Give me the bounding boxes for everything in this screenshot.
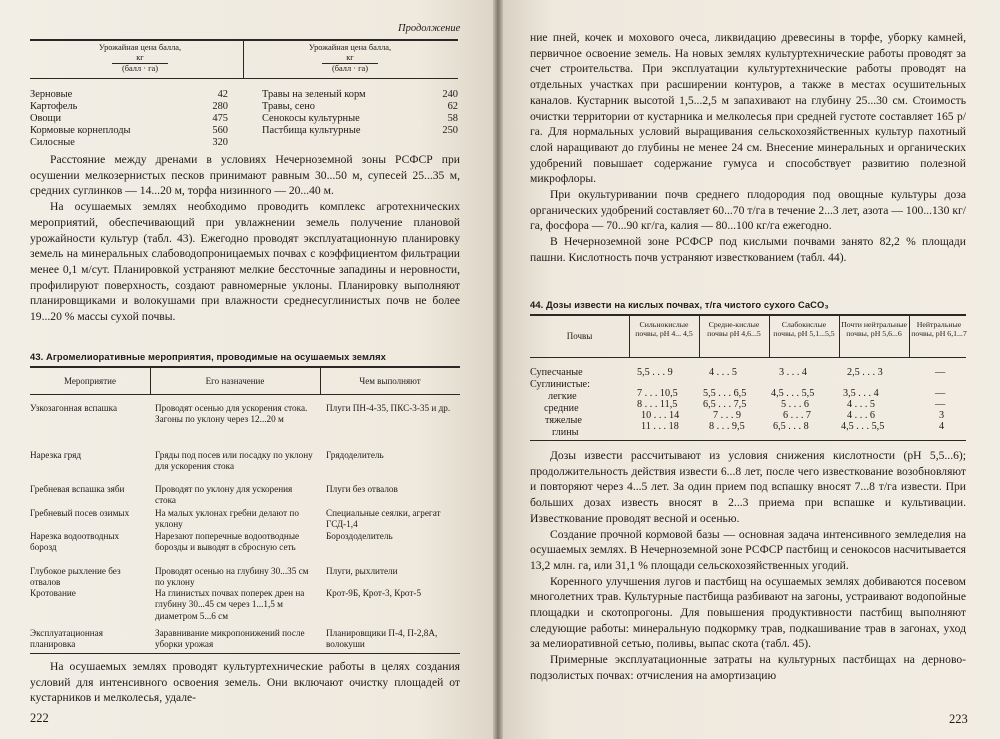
table-cell: 280	[212, 101, 228, 112]
table-cell: 7 . . . 10,5	[637, 388, 678, 399]
table-44-caption: 44. Дозы извести на кислых почвах, т/га чистого сухого CaCO₃	[530, 299, 829, 310]
table-cell: 62	[447, 101, 458, 112]
table-cell: 5 . . . 6	[781, 399, 810, 410]
table-cell: 5,5 . . . 9	[637, 367, 673, 378]
price-header-left-unit-top: кг	[136, 53, 144, 62]
table-cell: 58	[447, 113, 458, 124]
paragraph: Дозы извести рассчитывают из условия снижения кислотности (pH 5,5...6); продолжительность действия извести 6...8 лет, после чего известкование возобновляют и повторяют через 4...5 лет. За один прием под вспашку вносят 7...8 т/га извести. При больших дозах известь вносят в 2...3 приема при вспашке и культивации. Известкование проводят весной и осенью.	[530, 449, 966, 525]
table-cell: 475	[212, 113, 228, 124]
table-row: Картофель	[30, 101, 78, 112]
table-43-header: Его назначение	[205, 376, 265, 386]
table-cell: 2,5 . . . 3	[847, 367, 883, 378]
table-44-col-divider	[629, 315, 630, 357]
table-cell: Грядоделитель	[326, 450, 384, 460]
left-page	[0, 0, 493, 739]
body-text-right-1	[530, 30, 966, 266]
table-cell: 4 . . . 6	[847, 410, 876, 421]
table-43-header-rule	[30, 394, 460, 395]
table-row: Зерновые	[30, 89, 73, 100]
table-cell: Узкозагонная вспашка	[30, 403, 118, 413]
price-header-right-unit-top: кг	[346, 53, 354, 62]
paragraph: Расстояние между дренами в условиях Нечерноземной зоны РСФСР при осушении мелкозернистых песков принимают равным 30...50 м, супесей 25...35 м, средних суглинков — 14...20 м, торфа низинного — 20...40 м.	[30, 153, 460, 198]
table-44-col-divider	[839, 315, 840, 357]
paragraph: ние пней, кочек и мохового очеса, ликвидацию древесины в торфе, уборку камней, первичное освоение земель. На новых землях культуртехнические работы проводят за счет строительства. При эксплуатации культуртехнические работы проводят на отдельных участках при расширении контуров, а также в местах осушительных каналов. Кустарник высотой 1,5...2,5 м запахивают на глубину 25...30 см. Стоимость очистки территории от кустарника и мелколесья при средней густоте составляет 165 р/га. Для нормальных условий выращивания сельскохозяйственных культур пахотный слой наращивают до глубины не менее 24 см. Внесение минеральных и органических удобрений повышает содержание гумуса и способствует развитию полезной микрофлоры.	[530, 31, 966, 186]
table-row: Сенокосы культурные	[262, 113, 360, 124]
table-cell: На малых уклонах гребни делают по уклону	[155, 508, 299, 530]
paragraph: Создание прочной кормовой базы — основная задача интенсивного земледелия на осушаемых землях. В Нечерноземной зоне РСФСР пастбищ и сенокосов насчитывается 13,2 млн. га, или 31,1 % площади сельскохозяйственных угодий.	[530, 527, 966, 572]
table-cell: 3	[939, 410, 945, 421]
paragraph: В Нечерноземной зоне РСФСР под кислыми почвами занято 82,2 % площади пашни. Кислотность почв устраняют известкованием (табл. 44).	[530, 235, 966, 264]
table-cell: Планировщики П-4, П-2,8А, волокуши	[326, 628, 438, 650]
header-divider	[243, 40, 244, 78]
price-header-left: Урожайная цена балла,	[98, 43, 182, 52]
table-cell: На глинистых почвах поперек дрен на глубину 30...45 см через 1...1,5 м диаметром 5...6 см	[155, 588, 305, 621]
soil-label: тяжелые	[545, 415, 582, 426]
table-row: Кормовые корнеплоды	[30, 125, 131, 136]
table-row: Пастбища культурные	[262, 125, 361, 136]
table-cell: 5,5 . . . 6,5	[703, 388, 747, 399]
table-44-header: Нейтральные почвы, pH 6,1...7	[911, 320, 967, 338]
table-cell: 320	[212, 137, 228, 148]
right-page	[503, 0, 1000, 739]
table-cell: Гребневая вспашка зяби	[30, 484, 125, 494]
table-cell: 8 . . . 11,5	[637, 399, 678, 410]
table-cell: Проводят осенью на глубину 30...35 см по уклону	[155, 566, 309, 588]
table-top-rule	[30, 39, 458, 41]
soil-label: средние	[544, 403, 579, 414]
table-cell: Плуги ПН-4-35, ПКС-3-35 и др.	[326, 403, 451, 413]
paragraph: На осушаемых землях необходимо проводить комплекс агротехнических мероприятий, обеспечивающий при увлажнении земель получение плановой урожайности культур (табл. 43). Ежегодно проводят эксплуатационную планировку земель на минеральных слабоводопроницаемых почвах с коэффициентом фильтрации менее 0,1 м/сут. Планировкой устраняют мелкие бессточные западины и неровности, профилируют поверхность, создают равномерные уклоны. Планировку выполняют планировщиками и волокушами при влажности среднесуглинистых почв не более 19...20 % массы сухой почвы.	[30, 200, 460, 324]
table-cell: 6 . . . 7	[783, 410, 812, 421]
table-44-col-divider	[909, 315, 910, 357]
table-cell: 42	[217, 89, 228, 100]
table-cell: Нарезка гряд	[30, 450, 82, 460]
price-header-right: Урожайная цена балла,	[308, 43, 392, 52]
table-43-caption: 43. Агромелиоративные мероприятия, проводимые на осушаемых землях	[30, 351, 386, 362]
table-cell: Гребневый посев озимых	[30, 508, 130, 518]
table-44-col-divider	[769, 315, 770, 357]
table-cell: 4,5 . . . 5,5	[841, 421, 885, 432]
body-text-left-2	[30, 659, 460, 706]
table-43-header: Мероприятие	[64, 376, 116, 386]
table-cell: 3,5 . . . 4	[843, 388, 879, 399]
table-cell: Эксплуатационная планировка	[30, 628, 103, 650]
table-header-rule	[30, 78, 458, 79]
table-cell: 8 . . . 9,5	[709, 421, 745, 432]
table-cell: 240	[442, 89, 458, 100]
continuation-label: Продолжение	[398, 23, 461, 34]
table-cell: Крот-9Б, Крот-3, Крот-5	[326, 588, 422, 598]
table-44-header: Средне-кислые почвы pH 4,6...5	[707, 320, 761, 338]
table-cell: Кротование	[30, 588, 76, 598]
page-number-left: 222	[30, 711, 49, 725]
price-header-left-unit-bottom: (балл · га)	[121, 64, 159, 73]
paragraph: Примерные эксплуатационные затраты на культурных пастбищах на дерново-подзолистых почвах: отчисления на амортизацию	[530, 653, 966, 682]
table-44-header: Слабокислые почвы, pH 5,1...5,5	[773, 320, 835, 338]
paragraph: При окультуривании почв среднего плодородия под овощные культуры доза органических удобрений составляет 60...70 т/га в течение 2...3 лет, азота — 100...130 кг/га, фосфора — 70...90 кг/га, калия — 80...100 кг/га ежегодно.	[530, 188, 966, 233]
table-cell: —	[935, 367, 946, 378]
table-cell: Проводят по уклону для ускорения стока	[155, 484, 293, 506]
table-cell: Проводят осенью для ускорения стока. Загоны по уклону через 12...20 м	[155, 403, 308, 425]
paragraph: Коренного улучшения лугов и пастбищ на осушаемых землях добиваются посевом многолетних трав. Культурные пастбища разбивают на загоны, устраивают водопойные площадки и скотопрогоны. Для повышения продуктивности пастбищ выполняют следующие работы: минеральную подкормку трав, подкашивание трав в загонах, уход за мелиоративной сетью, поливы, выпас скота (табл. 45).	[530, 574, 966, 651]
table-cell: 560	[212, 125, 228, 136]
table-44-header: Почти нейтральные почвы, pH 5,6...6	[841, 320, 907, 338]
price-header-right-unit-bottom: (балл · га)	[331, 64, 369, 73]
table-cell: Нарезка водоотводных борозд	[30, 531, 120, 553]
table-cell: Специальные сеялки, агрегат ГСД-1,4	[326, 508, 441, 530]
table-cell: 7 . . . 9	[713, 410, 742, 421]
table-cell: Заравнивание микропонижений после уборки урожая	[155, 628, 305, 650]
table-cell: 10 . . . 14	[641, 410, 680, 421]
table-cell: 6,5 . . . 8	[773, 421, 809, 432]
table-row: Овощи	[30, 113, 62, 124]
table-cell: Бороздоделитель	[326, 531, 393, 541]
book-gutter	[493, 0, 503, 739]
table-cell: 6,5 . . . 7,5	[703, 399, 747, 410]
table-cell: Гряды под посев или посадку по уклону для ускорения стока	[155, 450, 313, 472]
soil-label: глины	[552, 427, 579, 438]
table-cell: —	[935, 399, 946, 410]
table-cell: 4	[939, 421, 945, 432]
table-cell: —	[935, 388, 946, 399]
table-row: Силосные	[30, 137, 75, 148]
body-text-right-2	[530, 448, 966, 684]
table-43-bottom-rule	[30, 653, 460, 654]
table-cell: 250	[442, 125, 458, 136]
soil-label: Супесчаные	[530, 367, 583, 378]
table-44-header: Почвы	[566, 331, 593, 341]
table-44-bottom-rule	[530, 440, 966, 441]
table-cell: 3 . . . 4	[779, 367, 808, 378]
table-43-top-rule	[30, 366, 460, 368]
soil-label: легкие	[548, 391, 577, 402]
page-number-right: 223	[949, 712, 968, 726]
table-row: Травы на зеленый корм	[262, 89, 366, 100]
table-cell: 11 . . . 18	[641, 421, 679, 432]
soil-label: Суглинистые:	[530, 379, 590, 390]
table-cell: 4,5 . . . 5,5	[771, 388, 815, 399]
table-cell: Нарезают поперечные водоотводные борозды и выводят в сбросную сеть	[155, 531, 300, 553]
paragraph: На осушаемых землях проводят культуртехнические работы в целях создания условий для интенсивного освоения земель. Они включают очистку площадей от кустарников и мелколесья, удале-	[30, 660, 460, 705]
table-cell: Глубокое рыхление без отвалов	[30, 566, 121, 588]
table-cell: 4 . . . 5	[847, 399, 876, 410]
table-43-header: Чем выполняют	[359, 376, 421, 386]
table-44-top-rule	[530, 314, 966, 316]
table-cell: 4 . . . 5	[709, 367, 738, 378]
table-44-header-rule	[530, 357, 966, 358]
table-cell: Плуги без отвалов	[326, 484, 398, 494]
body-text-left-1	[30, 152, 460, 325]
table-44-col-divider	[699, 315, 700, 357]
table-cell: Плуги, рыхлители	[326, 566, 398, 576]
table-row: Травы, сено	[262, 101, 315, 112]
table-44-header: Сильнокислые почвы, pH 4... 4,5	[635, 320, 693, 338]
